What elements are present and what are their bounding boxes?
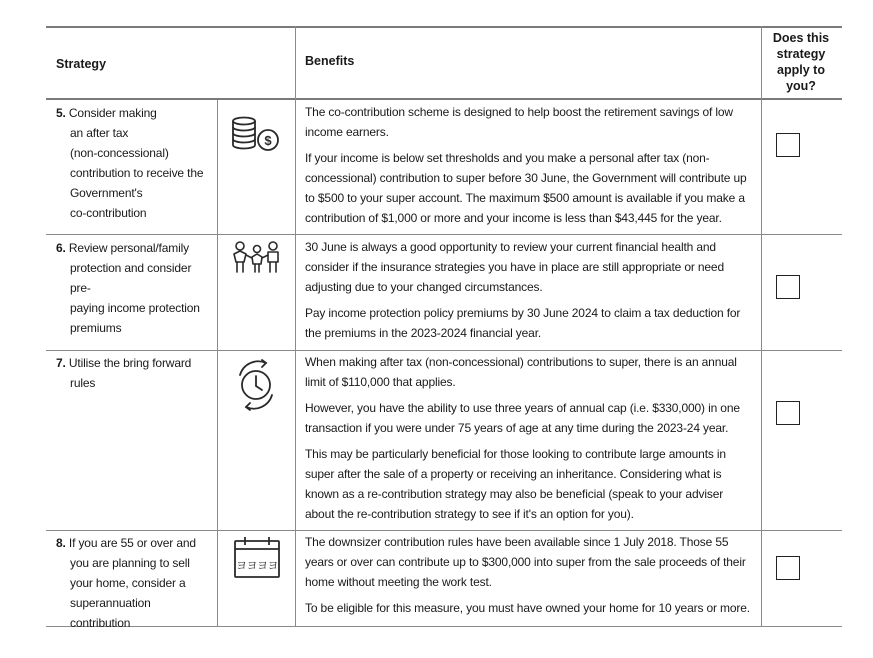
strategy-line: Government's [70,186,143,200]
strategy-line: protection and consider pre- [70,261,192,295]
strategy-line: superannuation contribution [70,596,151,630]
strategy-line: paying income protection [70,301,200,315]
benefit-paragraph: This may be particularly beneficial for those looking to contribute large amounts in super after the sale of a property or receiving an inheritance. Considering what is known as a re-contribution strategy may also be beneficial (speak to your adviser about the re-contribution strategy to see if it's an option for you). [305,447,726,521]
apply-checkbox[interactable] [776,133,800,157]
strategy-line: an after tax [70,126,129,140]
strategy-line: rules [70,376,96,390]
svg-text:ヨヨヨヨ: ヨヨヨヨ [236,559,278,572]
table-top-rule [46,26,842,28]
strategy-line: you are planning to sell [70,556,190,570]
strategy-line: Review personal/family [68,241,189,255]
benefits-cell [305,352,753,530]
row-divider [46,234,842,235]
benefit-paragraph: 30 June is always a good opportunity to review your current financial health and consider if the insurance strategies you have in place are still appropriate or need adjusting due to your changed circumstances. [305,240,724,294]
column-divider [761,26,762,626]
strategy-cell [56,103,214,223]
strategy-number: 8. [56,536,66,550]
benefit-paragraph: To be eligible for this measure, you must have owned your home for 10 years or more. [305,601,750,615]
strategy-number: 5. [56,106,66,120]
coins-dollar-icon [230,116,284,161]
strategy-line: contribution to receive the [70,166,204,180]
strategy-cell [56,238,214,338]
apply-checkbox[interactable] [776,275,800,299]
strategy-cell [56,533,214,633]
strategy-line: your home, consider a [70,576,186,590]
strategy-number: 7. [56,356,66,370]
apply-checkbox[interactable] [776,556,800,580]
strategy-line: (non-concessional) [70,146,169,160]
strategy-cell [56,353,214,393]
benefits-cell [305,102,753,234]
benefit-paragraph: Pay income protection policy premiums by 30 June 2024 to claim a tax deduction for the premiums in the 2023-2024 financial year. [305,306,741,340]
header-bottom-rule [46,98,842,100]
benefit-paragraph: The downsizer contribution rules have been available since 1 July 2018. Those 55 years or over can contribute up to $300,000 into super from the sale proceeds of their home without meeting the work test. [305,535,746,589]
strategy-line: premiums [70,321,122,335]
svg-text:$: $ [264,133,272,148]
benefit-paragraph: However, you have the ability to use three years of annual cap (i.e. $330,000) in one transaction if you were under 75 years of age at any time during the 2023-24 year. [305,401,740,435]
header-benefits: Benefits [305,54,355,68]
apply-checkbox[interactable] [776,401,800,425]
column-divider [295,26,296,626]
strategy-line: If you are 55 or over and [68,536,196,550]
strategy-line: co-contribution [70,206,147,220]
column-divider [217,100,218,626]
family-icon [230,240,284,281]
header-strategy: Strategy [56,57,107,71]
row-divider [46,530,842,531]
strategy-line: Consider making [68,106,157,120]
header-apply: Does this strategy apply to you? [772,31,830,93]
benefit-paragraph: When making after tax (non-concessional) contributions to super, there is an annual limit of $110,000 that applies. [305,355,737,389]
benefits-cell [305,237,753,349]
row-divider [46,350,842,351]
benefit-paragraph: The co-contribution scheme is designed to help boost the retirement savings of low income earners. [305,105,733,139]
benefits-cell [305,532,753,624]
clock-cycle-icon [230,356,284,419]
strategy-line: Utilise the bring forward [68,356,192,370]
benefit-paragraph: If your income is below set thresholds and you make a personal after tax (non-concessional) contribution to super before 30 June, the Government will contribute up to $500 to your super account. The maximum $500 amount is available if you make a contribution of $1,000 or more and your income is less than $43,445 for the year. [305,151,747,225]
calendar-icon [232,536,284,585]
strategy-number: 6. [56,241,66,255]
